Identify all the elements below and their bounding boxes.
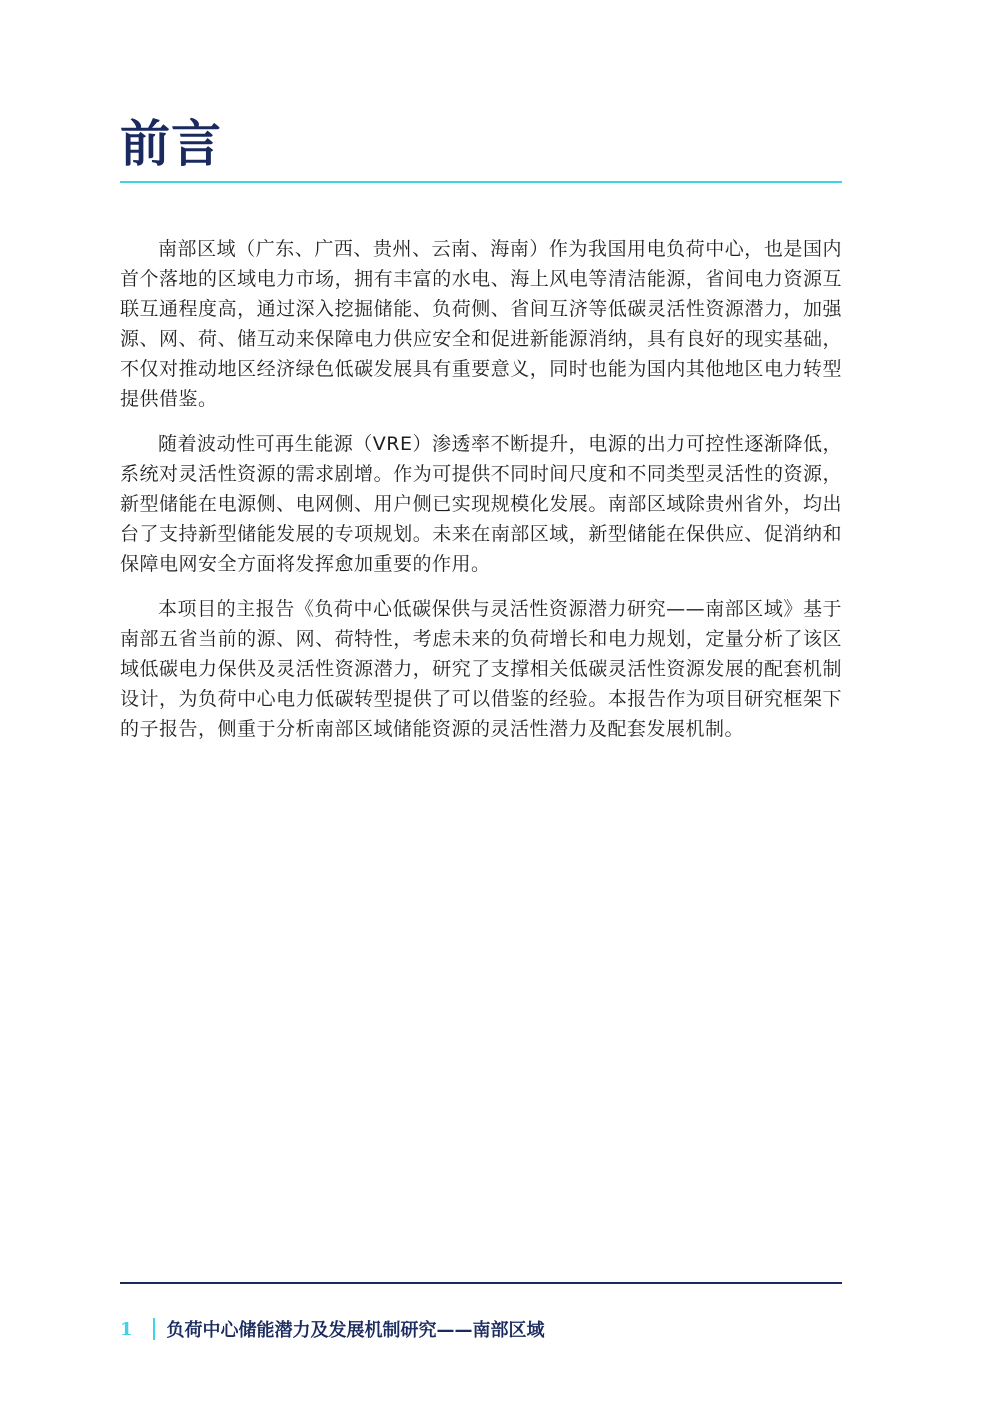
paragraph-3: 本项目的主报告《负荷中心低碳保供与灵活性资源潜力研究——南部区域》基于南部五省当前的源、网、荷特性，考虑未来的负荷增长和电力规划，定量分析了该区域低碳电力保供及灵活性资源潜力，研究了支撑相关低碳灵活性资源发展的配套机制设计，为负荷中心电力低碳转型提供了可以借鉴的经验。本报告作为项目研究框架下的子报告，侧重于分析南部区域储能资源的灵活性潜力及配套发展机制。: [120, 598, 842, 740]
paragraph-2: 随着波动性可再生能源（VRE）渗透率不断提升，电源的出力可控性逐渐降低，系统对灵活性资源的需求剧增。作为可提供不同时间尺度和不同类型灵活性的资源，新型储能在电源侧、电网侧、用户侧已实现规模化发展。南部区域除贵州省外，均出台了支持新型储能发展的专项规划。未来在南部区域，新型储能在保供应、促消纳和保障电网安全方面将发挥愈加重要的作用。: [120, 433, 842, 575]
page-footer: [120, 1316, 545, 1342]
footer-divider: [120, 1282, 842, 1284]
footer-separator: [153, 1318, 155, 1340]
paragraph-1: 南部区域（广东、广西、贵州、云南、海南）作为我国用电负荷中心，也是国内首个落地的区域电力市场，拥有丰富的水电、海上风电等清洁能源，省间电力资源互联互通程度高，通过深入挖掘储能、负荷侧、省间互济等低碳灵活性资源潜力，加强源、网、荷、储互动来保障电力供应安全和促进新能源消纳，具有良好的现实基础，不仅对推动地区经济绿色低碳发展具有重要意义，同时也能为国内其他地区电力转型提供借鉴。: [120, 238, 842, 410]
page-number: 1: [120, 1318, 133, 1340]
body-text: [120, 234, 842, 759]
footer-title: 负荷中心储能潜力及发展机制研究——南部区域: [166, 1320, 545, 1341]
heading-underline: [120, 181, 842, 183]
page-heading: 前言: [120, 115, 222, 173]
